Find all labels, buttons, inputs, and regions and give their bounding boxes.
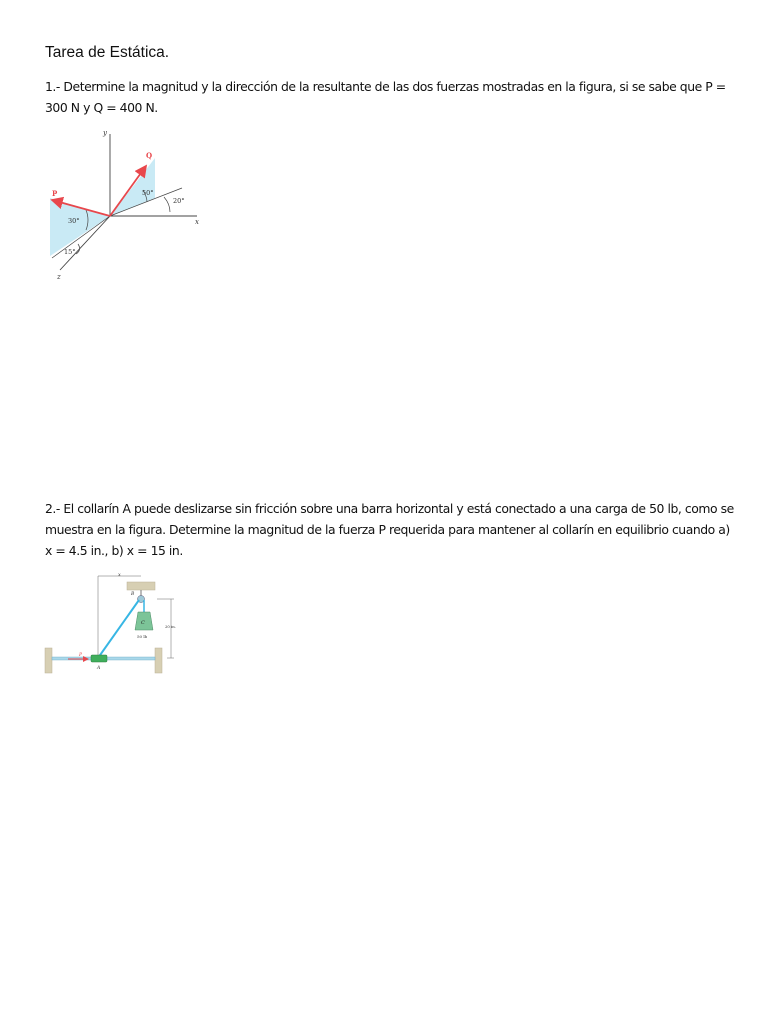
problem-2-statement: 2.- El collarín A puede deslizarse sin fricción sobre una barra horizontal y está conectado a una carga de 50 lb, como se muestra en la figura. Determine la magnitud de la fuerza P requerida para mantener al collarín en equilibrio cuando a) x = 4.5 in., b) x = 15 in. — [45, 501, 734, 558]
svg-text:C: C — [141, 620, 145, 626]
angle-15-label: 15° — [64, 248, 76, 256]
right-wall — [155, 648, 162, 673]
axis-x-label: x — [195, 218, 199, 226]
dim-x-label: x — [118, 572, 121, 578]
plane-p — [50, 198, 110, 256]
cable-a-b — [98, 600, 139, 658]
svg-text:B: B — [131, 592, 135, 597]
problem-1-statement: 1.- Determine la magnitud y la dirección de la resultante de las dos fuerzas mostradas en la figura, si se sabe que P = 300 N y Q = 400 N. — [45, 79, 726, 115]
angle-20-label: 20° — [173, 197, 185, 205]
ceiling-block — [127, 582, 155, 590]
force-p-label: P — [79, 653, 83, 658]
figure-forces-3d — [42, 120, 202, 288]
svg-text:A: A — [97, 666, 101, 671]
angle-50-label: 50° — [142, 189, 154, 197]
height-label: 20 in. — [165, 624, 176, 629]
weight-value: 50 lb — [137, 634, 148, 639]
collar-a — [91, 655, 107, 662]
figure-collar-bar — [42, 568, 187, 678]
left-wall — [45, 648, 52, 673]
axis-z-label: z — [57, 273, 61, 281]
angle-30-label: 30° — [68, 217, 80, 225]
force-q-label: Q — [146, 151, 153, 160]
document-title: Tarea de Estática. — [45, 44, 170, 61]
force-p-label: P — [52, 189, 58, 198]
axis-y-label: y — [103, 129, 107, 137]
